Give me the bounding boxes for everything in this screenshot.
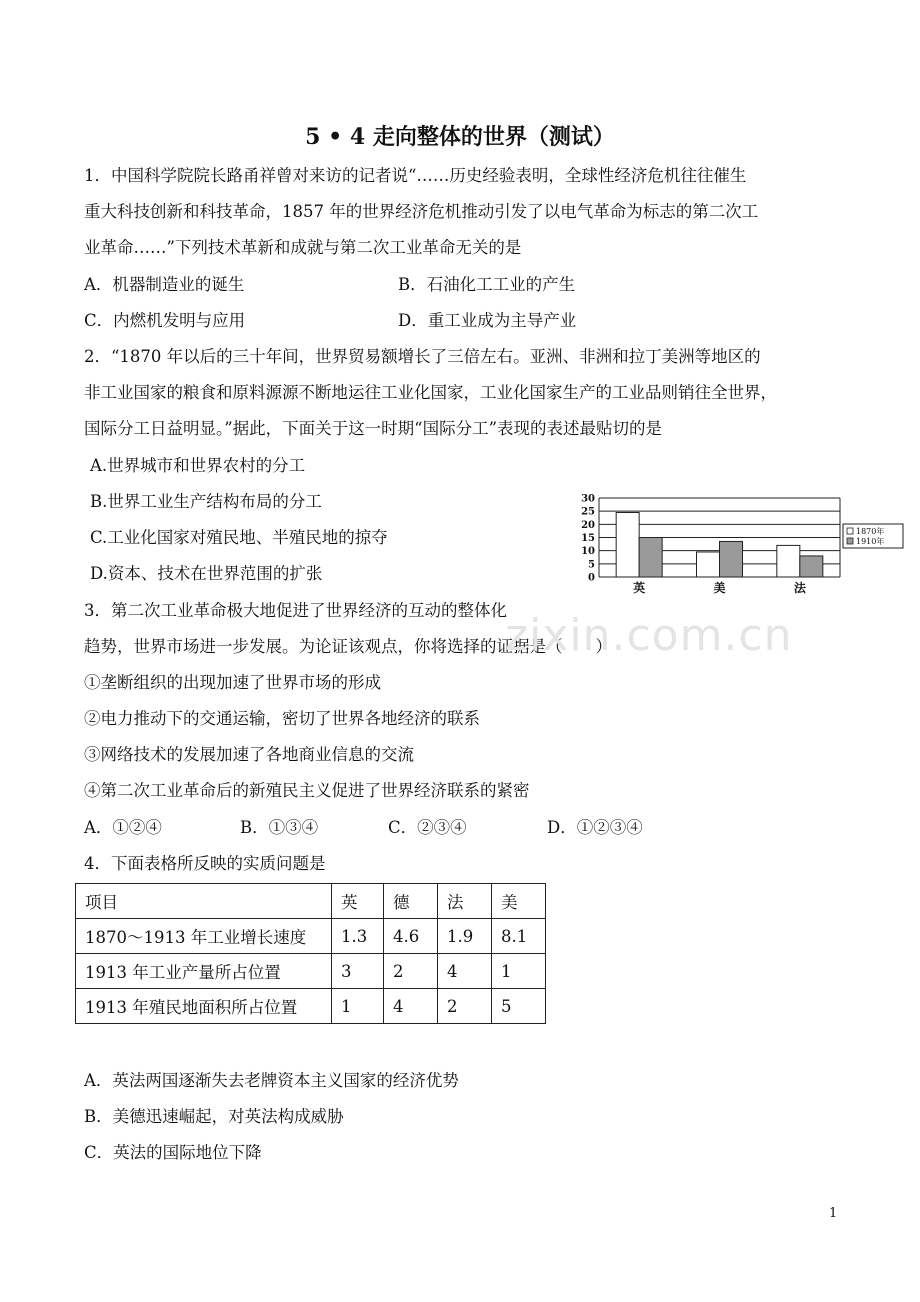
y-tick-label: 0 bbox=[588, 572, 595, 584]
q3-line-2: 趋势，世界市场进一步发展。为论证该观点，你将选择的证据是（ ） bbox=[84, 637, 612, 656]
table-cell: 1.9 bbox=[438, 919, 492, 954]
y-tick-label: 15 bbox=[581, 533, 595, 544]
y-tick-label: 25 bbox=[581, 506, 595, 518]
q3-option-a: A．①②④ bbox=[84, 818, 162, 837]
legend-label: 1910年 bbox=[856, 537, 885, 546]
bar bbox=[616, 512, 639, 577]
table-row bbox=[76, 954, 546, 989]
bar bbox=[800, 556, 823, 577]
category-label: 法 bbox=[793, 581, 806, 595]
table-row bbox=[76, 919, 546, 954]
table-header-row bbox=[76, 884, 546, 919]
q3-item-3: ③网络技术的发展加速了各地商业信息的交流 bbox=[84, 745, 414, 764]
q1-option-b: B．石油化工工业的产生 bbox=[398, 275, 576, 294]
category-label: 美 bbox=[713, 581, 726, 595]
y-tick-label: 20 bbox=[581, 519, 595, 531]
chart-bars bbox=[616, 512, 823, 577]
page-number: 1 bbox=[829, 1206, 838, 1221]
q3-option-b: B．①③④ bbox=[240, 818, 319, 837]
table-cell: 1 bbox=[492, 954, 546, 989]
q1-line-2: 重大科技创新和科技革命，1857 年的世界经济危机推动引发了以电气革命为标志的第二次工 bbox=[84, 202, 759, 221]
bar bbox=[720, 541, 743, 577]
q3-option-d: D．①②③④ bbox=[547, 818, 643, 837]
q1-line-3: 业革命……”下列技术革新和成就与第二次工业革命无关的是 bbox=[84, 238, 522, 257]
q1-option-c: C．内燃机发明与应用 bbox=[84, 311, 246, 330]
chart-y-ticks bbox=[581, 494, 595, 584]
table-cell: 3 bbox=[332, 954, 384, 989]
q3-item-1: ①垄断组织的出现加速了世界市场的形成 bbox=[84, 673, 381, 692]
q4-option-a: A．英法两国逐渐失去老牌资本主义国家的经济优势 bbox=[84, 1071, 459, 1090]
table-header-cell: 法 bbox=[438, 884, 492, 919]
q3-item-2: ②电力推动下的交通运输，密切了世界各地经济的联系 bbox=[84, 709, 480, 728]
table-cell: 1913 年工业产量所占位置 bbox=[76, 954, 332, 989]
q3-item-4: ④第二次工业革命后的新殖民主义促进了世界经济联系的紧密 bbox=[84, 781, 530, 800]
table-cell: 2 bbox=[384, 954, 438, 989]
q3-line-1: 3．第二次工业革命极大地促进了世界经济的互动的整体化 bbox=[84, 601, 507, 620]
table-cell: 5 bbox=[492, 989, 546, 1024]
q2-line-2: 非工业国家的粮食和原料源源不断地运往工业化国家，工业化国家生产的工业品则销往全世界， bbox=[84, 383, 777, 402]
chart-legend bbox=[843, 524, 903, 548]
table-header-cell: 美 bbox=[492, 884, 546, 919]
q1-option-a: A．机器制造业的诞生 bbox=[84, 275, 245, 294]
legend-label: 1870年 bbox=[856, 527, 885, 536]
category-label: 英 bbox=[633, 581, 646, 595]
bar bbox=[777, 545, 800, 577]
bar-chart bbox=[570, 488, 905, 600]
data-table bbox=[75, 883, 546, 1024]
q1-option-d: D．重工业成为主导产业 bbox=[398, 311, 577, 330]
q2-line-1: 2．“1870 年以后的三十年间，世界贸易额增长了三倍左右。亚洲、非洲和拉丁美洲等地区的 bbox=[84, 347, 761, 366]
legend-swatch bbox=[847, 528, 853, 534]
chart-categories bbox=[633, 580, 807, 595]
q1-line-1: 1．中国科学院院长路甬祥曾对来访的记者说“……历史经验表明，全球性经济危机往往催生 bbox=[84, 166, 747, 185]
table-row bbox=[76, 989, 546, 1024]
q4-option-c: C．英法的国际地位下降 bbox=[84, 1143, 262, 1162]
y-tick-label: 5 bbox=[588, 559, 595, 571]
y-tick-label: 30 bbox=[581, 493, 595, 505]
watermark: zixin.com.cn bbox=[505, 610, 793, 661]
table-cell: 1.3 bbox=[332, 919, 384, 954]
y-tick-label: 10 bbox=[581, 546, 595, 558]
legend-swatch bbox=[847, 538, 853, 544]
table-cell: 1 bbox=[332, 989, 384, 1024]
q2-option-d: D.资本、技术在世界范围的扩张 bbox=[90, 564, 323, 583]
q2-option-b: B.世界工业生产结构布局的分工 bbox=[90, 492, 322, 511]
q2-option-c: C.工业化国家对殖民地、半殖民地的掠夺 bbox=[90, 528, 388, 547]
table-header-cell: 德 bbox=[384, 884, 438, 919]
table-cell: 4 bbox=[438, 954, 492, 989]
table-cell: 4.6 bbox=[384, 919, 438, 954]
table-cell: 2 bbox=[438, 989, 492, 1024]
q4-option-b: B．美德迅速崛起，对英法构成威胁 bbox=[84, 1107, 344, 1126]
page-title: 5 • 4 走向整体的世界（测试） bbox=[305, 124, 615, 150]
table-cell: 1870～1913 年工业增长速度 bbox=[76, 919, 332, 954]
table-header-cell: 项目 bbox=[76, 884, 332, 919]
table-cell: 8.1 bbox=[492, 919, 546, 954]
q4-line: 4．下面表格所反映的实质问题是 bbox=[84, 854, 326, 873]
bar bbox=[639, 538, 662, 578]
bar bbox=[697, 552, 720, 577]
q2-option-a: A.世界城市和世界农村的分工 bbox=[90, 456, 306, 475]
q2-line-3: 国际分工日益明显。”据此，下面关于这一时期“国际分工”表现的表述最贴切的是 bbox=[84, 419, 663, 438]
q3-option-c: C．②③④ bbox=[388, 818, 467, 837]
table-cell: 1913 年殖民地面积所占位置 bbox=[76, 989, 332, 1024]
table-cell: 4 bbox=[384, 989, 438, 1024]
table-header-cell: 英 bbox=[332, 884, 384, 919]
